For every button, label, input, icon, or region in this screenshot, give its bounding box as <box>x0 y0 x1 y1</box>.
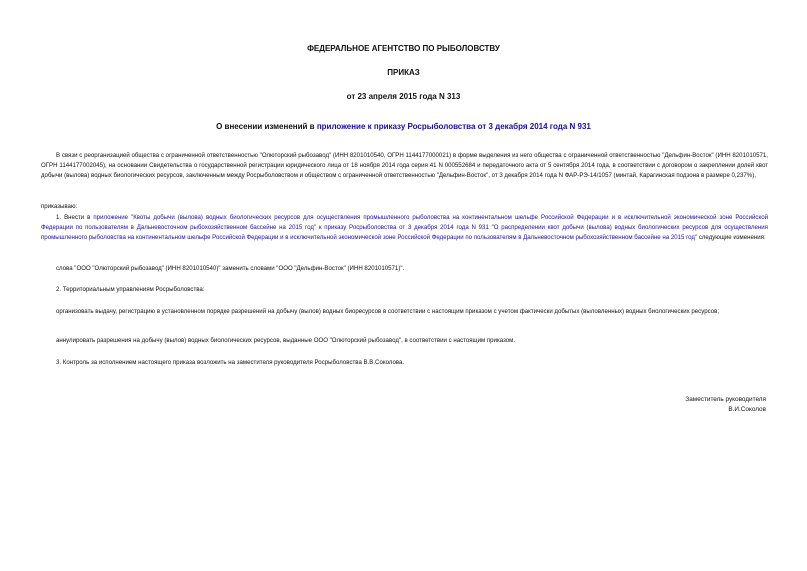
document-title-prefix: О внесении изменений в <box>216 122 317 131</box>
replace-words-paragraph: слова "ООО "Олюторский рыбозавод" (ИНН 8201010540)" заменить словами "ООО "Дельфин-Восток" (ИНН 8201010571)". <box>56 265 405 272</box>
document-date-number: от 23 апреля 2015 года N 313 <box>346 92 461 101</box>
document-type: ПРИКАЗ <box>387 68 420 77</box>
item-2-annul-paragraph: аннулировать разрешения на добычу (вылов) водных биологических ресурсов, выданные ООО "Олюторский рыбозавод", в соответствии с настоящим приказом. <box>56 337 516 344</box>
preamble-paragraph: В связи с реорганизацией общества с ограниченной ответственностью "Олюторский рыбозавод" (ИНН 8201010540, ОГРН 1144177000021) в форме выделения из него общества с ограниченной ответственностью "Дельфин-Восток" (ИНН 8201010571, ОГРН 1144177002045), на основании Свидетельства о государственной регистрации юридического лица от 18 ноября 2014 года серия 41 N 000552684 и передаточного акта от 5 сентября 2014 года, в соответствии с договором о закреплении долей квот добычи (вылова) водных биологических ресурсов, заключенным между Росрыболовством и обществом с ограниченной ответственностью "Дельфин-Восток", от 3 декабря 2014 года N ФАР-РЭ-14/1057 (минтай, Карагинская подзона в размере 0,237%), <box>41 152 768 179</box>
item-2-paragraph: 2. Территориальным управлениям Росрыболовства: <box>56 286 205 293</box>
item-1-prefix: 1. Внести в <box>56 214 94 221</box>
item-3-paragraph: 3. Контроль за исполнением настоящего приказа возложить на заместителя руководителя Росрыболовства В.В.Соколова. <box>56 359 405 366</box>
document-title <box>0 122 807 131</box>
item-2-organize-paragraph: организовать выдачу, регистрацию в установленном порядке разрешений на добычу (вылов) водных биоресурсов в соответствии с настоящим приказом с учетом фактически добытых (выловленных) водных биологических ресурсов; <box>56 308 720 315</box>
title-link[interactable]: приложение к приказу Росрыболовства от 3 декабря 2014 года N 931 <box>316 122 591 131</box>
agency-title: ФЕДЕРАЛЬНОЕ АГЕНТСТВО ПО РЫБОЛОВСТВУ <box>307 44 500 53</box>
appendix-link[interactable]: приложение "Квоты добычи (вылова) водных биологических ресурсов для осуществления промышленного рыболовства на континентальном шельфе Российской Федерации и в исключительной экономической зоне Российской Федерации по пользователям в Дальневосточном рыбохозяйственном бассейне на 2015 год" к приказу Росрыболовства от 3 декабря 2014 года N 931 "О распределении квот добычи (вылова) водных биологических ресурсов для осуществления промышленного рыболовства на континентальном шельфе Российской Федерации и в исключительной экономической зоне Российской Федерации по пользователям в Дальневосточном рыбохозяйственном бассейне на 2015 год" <box>41 214 768 241</box>
order-word: приказываю: <box>41 203 78 210</box>
item-1-paragraph <box>41 213 768 243</box>
item-1-suffix: следующие изменения: <box>697 234 766 241</box>
signature-position: Заместитель руководителя <box>685 396 766 403</box>
signature-name: В.И.Соколов <box>728 406 766 413</box>
